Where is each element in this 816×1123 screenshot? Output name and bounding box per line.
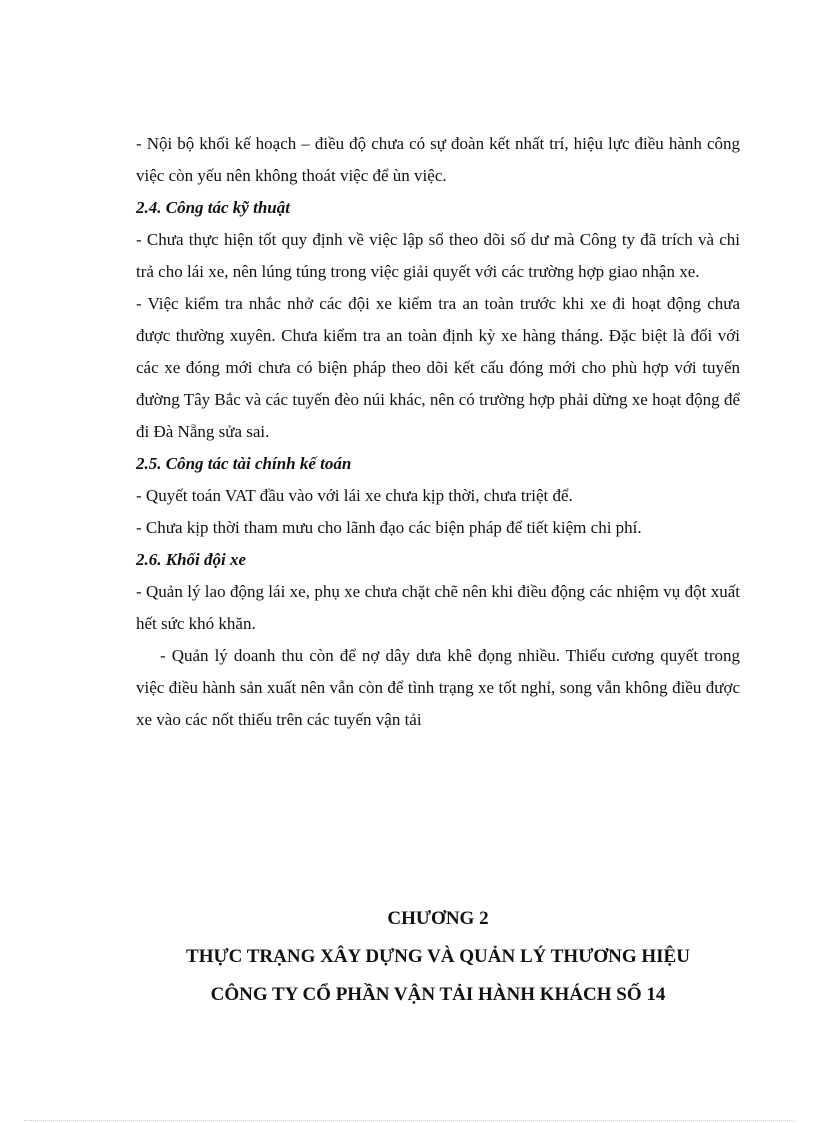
paragraph: - Chưa kịp thời tham mưu cho lãnh đạo các biện pháp để tiết kiệm chi phí.	[136, 518, 642, 537]
chapter-heading	[100, 900, 776, 1014]
paragraph: - Nội bộ khối kế hoạch – điều độ chưa có sự đoàn kết nhất trí, hiệu lực điều hành công việc còn yếu nên không thoát việc để ùn việc.	[136, 134, 740, 185]
chapter-title-line-1: THỰC TRẠNG XÂY DỰNG VÀ QUẢN LÝ THƯƠNG HIỆU	[186, 946, 690, 967]
section-heading: 2.6. Khối đội xe	[136, 550, 247, 569]
footer-divider	[24, 1120, 794, 1121]
body-text	[136, 128, 740, 736]
section-heading: 2.5. Công tác tài chính kế toán	[136, 454, 352, 473]
chapter-title-line-2: CÔNG TY CỔ PHẦN VẬN TẢI HÀNH KHÁCH SỐ 14	[210, 984, 666, 1005]
paragraph: - Chưa thực hiện tốt quy định về việc lập sổ theo dõi số dư mà Công ty đã trích và chi trả cho lái xe, nên lúng túng trong việc giải quyết với các trường hợp giao nhận xe.	[136, 230, 740, 281]
paragraph: - Quyết toán VAT đầu vào với lái xe chưa kịp thời, chưa triệt để.	[136, 486, 573, 505]
paragraph: - Quản lý lao động lái xe, phụ xe chưa chặt chẽ nên khi điều động các nhiệm vụ đột xuất hết sức khó khăn.	[136, 582, 740, 633]
section-heading: 2.4. Công tác kỹ thuật	[136, 198, 290, 217]
paragraph: - Việc kiểm tra nhắc nhở các đội xe kiểm tra an toàn trước khi xe đi hoạt động chưa được thường xuyên. Chưa kiểm tra an toàn định kỳ xe hàng tháng. Đặc biệt là đối với các xe đóng mới chưa có biện pháp theo dõi kết cấu đóng mới cho phù hợp với tuyến đường Tây Bắc và các tuyến đèo núi khác, nên có trường hợp phải dừng xe hoạt động để đi Đà Nẵng sửa sai.	[136, 294, 740, 441]
chapter-number: CHƯƠNG 2	[387, 908, 489, 929]
paragraph: - Quản lý doanh thu còn để nợ dây dưa khê đọng nhiều. Thiếu cương quyết trong việc điều hành sản xuất nên vẫn còn để tình trạng xe tốt nghỉ, song vẫn không điều được xe vào các nốt thiếu trên các tuyến vận tải	[136, 646, 740, 729]
